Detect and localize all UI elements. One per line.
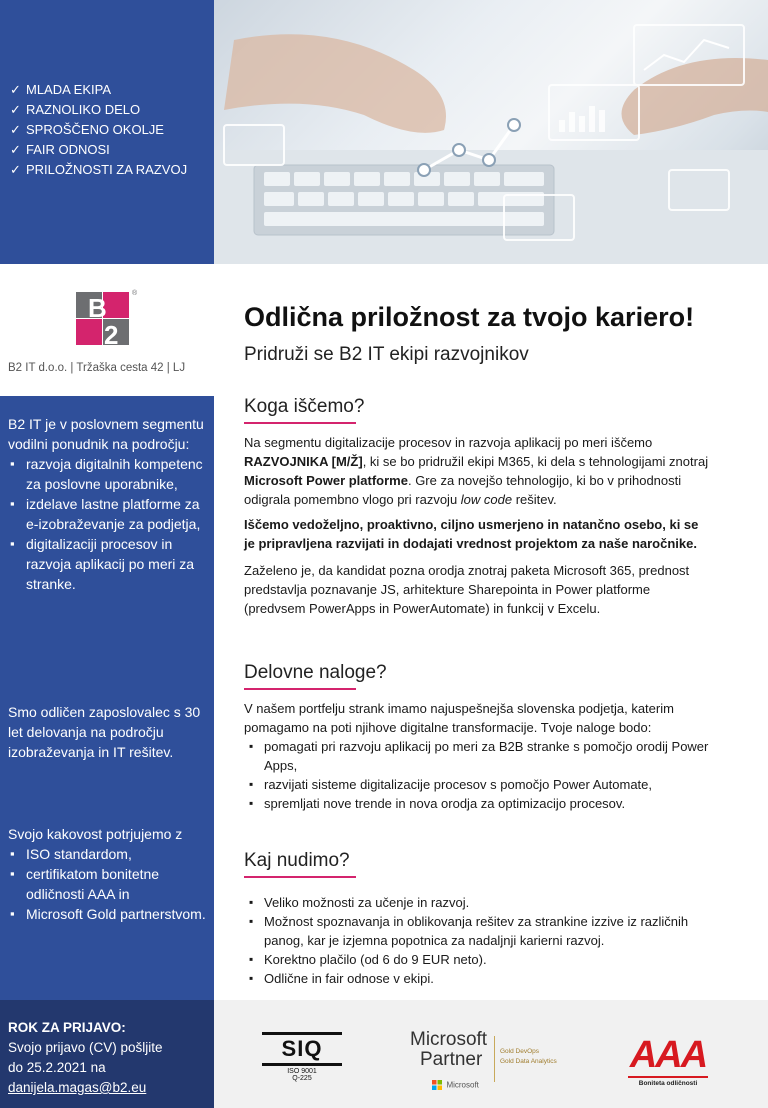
check-icon: ✓ — [10, 142, 21, 157]
logo-b2-letters — [76, 292, 130, 346]
list-item: ▪ Microsoft Gold partnerstvom. — [8, 904, 212, 924]
benefit-label: MLADA EKIPA — [26, 82, 112, 97]
benefit-item — [10, 100, 187, 120]
svg-text:2: 2 — [104, 320, 119, 346]
list-item: ▪ Možnost spoznavanja in oblikovanja rešitev za strankine izzive iz različnih panog, kar je izjemna popotnica za nadaljnji karierni razvoj. — [244, 912, 712, 950]
benefits-panel — [0, 0, 214, 264]
list-item: ▪ spremljati nove trende in nova orodja za optimizacijo procesov. — [244, 794, 712, 813]
section-heading: Kaj nudimo? — [244, 850, 350, 871]
iso-label: ISO 9001 — [287, 1068, 317, 1075]
list-item: ▪ izdelave lastne platforme za e-izobraževanje za podjetja, — [8, 494, 208, 534]
section-offer — [244, 893, 712, 988]
paragraph: Na segmentu digitalizacije procesov in razvoja aplikacij po meri iščemo RAZVOJNIKA [M/Ž], ki se bo pridružil ekipi M365, ki dela s tehnologijami znotraj Microsoft Power platforme. Gre za novejšo tehnologijo, ki bo v prihodnosti odigrala pomembno vlogo pri razvoju low code rešitev. — [244, 435, 709, 507]
siq-mark: SIQ — [262, 1032, 342, 1066]
registered-icon: ® — [132, 290, 138, 297]
logo-area — [0, 264, 214, 396]
divider — [494, 1036, 495, 1082]
aaa-mark: AAA — [629, 1034, 707, 1076]
check-icon: ✓ — [10, 162, 21, 177]
application-deadline — [0, 1000, 214, 1108]
deadline-line: Svojo prijavo (CV) pošljite — [8, 1040, 163, 1055]
benefit-item — [10, 80, 187, 100]
check-icon: ✓ — [10, 122, 21, 137]
aaa-caption: Boniteta odličnosti — [638, 1080, 698, 1087]
sidebar-quality-intro: Svojo kakovost potrjujemo z — [8, 826, 183, 842]
deadline-date: do 25.2.2021 na — [8, 1060, 106, 1075]
gold-competency: Gold Data Analytics — [500, 1058, 557, 1065]
list-item: ▪ Korektno plačilo (od 6 do 9 EUR neto). — [244, 950, 712, 969]
microsoft-small-logo — [432, 1076, 479, 1094]
partner-logos — [214, 1000, 768, 1108]
benefit-label: RAZNOLIKO DELO — [26, 102, 141, 117]
benefits-list — [10, 80, 187, 180]
siq-logo — [262, 1032, 342, 1082]
sidebar-intro: B2 IT je v poslovnem segmentu vodilni ponudnik na področju: — [8, 416, 204, 452]
benefit-label: SPROŠČENO OKOLJE — [26, 122, 164, 137]
microsoft-icon — [432, 1080, 442, 1090]
benefit-item — [10, 140, 187, 160]
sidebar-quality-list — [8, 844, 212, 924]
email-link[interactable]: danijela.magas@b2.eu — [8, 1080, 147, 1095]
list-item: ▪ certifikatom bonitetne odličnosti AAA in — [8, 864, 212, 904]
benefit-item — [10, 160, 187, 180]
ms-partner-line1: Microsoft — [410, 1029, 488, 1050]
section-heading: Koga iščemo? — [244, 396, 365, 417]
check-icon: ✓ — [10, 82, 21, 97]
company-address: B2 IT d.o.o. | Tržaška cesta 42 | LJ — [8, 362, 186, 374]
list-item: ▪ digitalizaciji procesov in razvoja aplikacij po meri za stranke. — [8, 534, 208, 594]
paragraph: Zaželeno je, da kandidat pozna orodja znotraj paketa Microsoft 365, prednost predstavlja poznavanje JS, arhitekture Sharepointa in Power platforme (predvsem PowerApps in PowerAutomate) in funkcij v Excelu. — [244, 563, 690, 616]
check-icon: ✓ — [10, 102, 21, 117]
hero-illustration — [214, 0, 768, 264]
list-item: ▪ pomagati pri razvoju aplikacij po meri za B2B stranke s pomočjo orodij Power Apps, — [244, 737, 712, 775]
ms-partner-line2: Partner — [420, 1049, 483, 1070]
aaa-logo — [618, 1036, 718, 1087]
benefit-label: PRILOŽNOSTI ZA RAZVOJ — [26, 162, 188, 177]
benefit-label: FAIR ODNOSI — [26, 142, 110, 157]
list-item: ▪ ISO standardom, — [8, 844, 212, 864]
sidebar-employer: Smo odličen zaposlovalec s 30 let delovanja na področju izobraževanja in IT rešitev. — [8, 704, 201, 760]
list-item: ▪ Veliko možnosti za učenje in razvoj. — [244, 893, 712, 912]
heading-underline — [244, 422, 356, 424]
gold-competency: Gold DevOps — [500, 1048, 540, 1055]
heading-underline — [244, 876, 356, 878]
iso-code: Q-225 — [292, 1075, 312, 1082]
section-tasks — [244, 699, 712, 813]
benefit-item — [10, 120, 187, 140]
section-who — [244, 433, 712, 618]
offer-list — [244, 893, 712, 988]
paragraph: V našem portfelju strank imamo najuspešnejša slovenska podjetja, katerim pomagamo na poti njihove digitalne transformacije. Tvoje naloge bodo: — [244, 701, 674, 735]
microsoft-partner-logo — [410, 1030, 570, 1090]
paragraph: Iščemo vedoželjno, proaktivno, ciljno usmerjeno in natančno osebo, ki se je pripravljena razvijati in dodajati vrednost projektom za naše naročnike. — [244, 517, 699, 551]
divider — [628, 1076, 708, 1078]
list-item: ▪ Odlične in fair odnose v ekipi. — [244, 969, 712, 988]
list-item: ▪ razvijati sisteme digitalizacije procesov s pomočjo Power Automate, — [244, 775, 712, 794]
ms-small-label: Microsoft — [446, 1080, 479, 1090]
heading-underline — [244, 688, 356, 690]
sidebar-intro-list — [8, 454, 208, 594]
sidebar — [0, 396, 214, 1000]
page-subtitle: Pridruži se B2 IT ekipi razvojnikov — [244, 344, 529, 365]
deadline-title: ROK ZA PRIJAVO: — [8, 1020, 126, 1035]
tasks-list — [244, 737, 712, 813]
page-title: Odlična priložnost za tvojo kariero! — [244, 302, 695, 332]
svg-text:B: B — [88, 293, 107, 323]
list-item: ▪ razvoja digitalnih kompetenc za poslovne uporabnike, — [8, 454, 208, 494]
section-heading: Delovne naloge? — [244, 662, 387, 683]
hero-image — [214, 0, 768, 264]
